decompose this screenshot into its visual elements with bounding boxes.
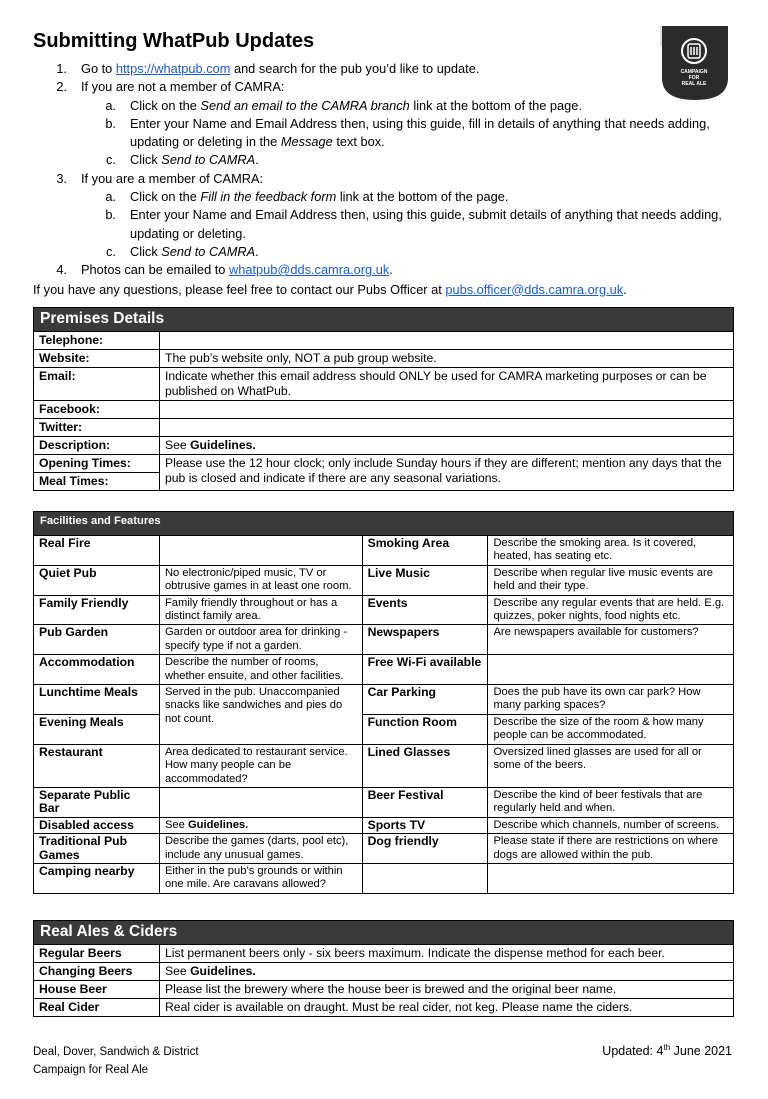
table-row: Camping nearby Either in the pub’s grounds or within one mile. Are caravans allowed? xyxy=(34,863,734,893)
step-3a: a. Click on the Fill in the feedback form link at the bottom of the page. xyxy=(105,189,509,205)
table-row: Description: See Guidelines. xyxy=(34,437,734,455)
step-3: 3. If you are a member of CAMRA: xyxy=(56,170,264,186)
table-row: House Beer Please list the brewery where the house beer is brewed and the original beer name. xyxy=(34,981,734,999)
table-row: Accommodation Describe the number of rooms, whether ensuite, and other facilities. Free Wi-Fi available xyxy=(34,655,734,685)
table-row: Family Friendly Family friendly throughout or has a distinct family area. Events Describe any regular events that are held. E.g. quizzes, poker nights, food nights etc. xyxy=(34,595,734,625)
table-row: Meal Times: xyxy=(34,473,734,491)
whatpub-link[interactable]: https://whatpub.com xyxy=(115,61,231,76)
page-title: Submitting WhatPub Updates xyxy=(33,30,315,52)
photos-email-link[interactable]: whatpub@dds.camra.org.uk xyxy=(228,262,390,278)
table-row: Quiet Pub No electronic/piped music, TV or obtrusive games in at least one room. Live Music Describe when regular live music events are held and their type. xyxy=(34,565,734,595)
pubs-officer-email-link[interactable]: pubs.officer@dds.camra.org.uk xyxy=(445,281,624,297)
table-row: Facebook: xyxy=(34,401,734,419)
table-row: Traditional Pub Games Describe the games (darts, pool etc), include any unusual games. Dog friendly Please state if there are restrictions on where dogs are allowed within the pub. xyxy=(34,834,734,864)
section-heading: Real Ales & Ciders xyxy=(34,921,734,945)
svg-text:CAMPAIGN: CAMPAIGN xyxy=(680,69,708,75)
real-ales-table xyxy=(33,920,734,1017)
svg-text:FOR: FOR xyxy=(688,75,700,81)
section-heading: Facilities and Features xyxy=(34,512,734,536)
contact-line: If you have any questions, please feel free to contact our Pubs Officer at pubs.officer@dds.camra.org.uk. xyxy=(33,281,627,297)
step-1: 1. Go to https://whatpub.com and search for the pub you’d like to update. xyxy=(56,61,480,76)
table-row: Website: The pub’s website only, NOT a pub group website. xyxy=(34,350,734,368)
table-row: Telephone: xyxy=(34,332,734,350)
step-2b: b. Enter your Name and Email Address then, using this guide, fill in details of anything that needs adding, updating or deleting in the Message text box. xyxy=(105,115,710,150)
table-row: Regular Beers List permanent beers only - six beers maximum. Indicate the dispense method for each beer. xyxy=(34,945,734,963)
table-row: Pub Garden Garden or outdoor area for drinking - specify type if not a garden. Newspapers Are newspapers available for customers? xyxy=(34,625,734,655)
step-2: 2. If you are not a member of CAMRA: xyxy=(56,79,285,95)
table-row: Disabled access See Guidelines. Sports TV Describe which channels, number of screens. xyxy=(34,817,734,833)
svg-text:REAL ALE: REAL ALE xyxy=(681,81,707,87)
step-2a: a. Click on the Send an email to the CAMRA branch link at the bottom of the page. xyxy=(105,97,582,113)
table-row: Separate Public Bar Beer Festival Describe the kind of beer festivals that are regularly held and when. xyxy=(34,787,734,817)
step-2c: c. Click Send to CAMRA. xyxy=(106,152,259,168)
table-row: Real Fire Smoking Area Describe the smoking area. Is it covered, heated, has seating etc. xyxy=(34,536,734,566)
footer-branch: Deal, Dover, Sandwich & District Campaign for Real Ale xyxy=(33,1046,199,1076)
table-row: Twitter: xyxy=(34,419,734,437)
table-row: Opening Times: Please use the 12 hour clock; only include Sunday hours if they are different; mention any days that the pub is closed and indicate if there are any seasonal variations. xyxy=(34,455,734,473)
step-4: 4. Photos can be emailed to whatpub@dds.camra.org.uk. xyxy=(56,262,393,278)
premises-details-table xyxy=(33,307,734,491)
facilities-table xyxy=(33,511,734,894)
table-row: Email: Indicate whether this email address should ONLY be used for CAMRA marketing purposes or can be published on WhatPub. xyxy=(34,368,734,401)
table-row: Evening Meals Function Room Describe the size of the room & how many people can be accommodated. xyxy=(34,714,734,744)
step-3c: c. Click Send to CAMRA. xyxy=(106,243,259,259)
step-3b: b. Enter your Name and Email Address then, using this guide, submit details of anything that needs adding, updating or deleting. xyxy=(105,207,722,241)
table-row: Real Cider Real cider is available on draught. Must be real cider, not keg. Please name the ciders. xyxy=(34,999,734,1017)
table-row: Restaurant Area dedicated to restaurant service. How many people can be accommodated? Lined Glasses Oversized lined glasses are used for all or some of the beers. xyxy=(34,744,734,787)
table-row: Lunchtime Meals Served in the pub. Unaccompanied snacks like sandwiches and pies do not count. Car Parking Does the pub have its own car park? How many parking spaces? xyxy=(34,685,734,715)
instructions-list xyxy=(33,60,733,299)
section-heading: Premises Details xyxy=(34,308,734,332)
footer-updated: Updated: 4th June 2021 xyxy=(602,1043,732,1059)
table-row: Changing Beers See Guidelines. xyxy=(34,963,734,981)
